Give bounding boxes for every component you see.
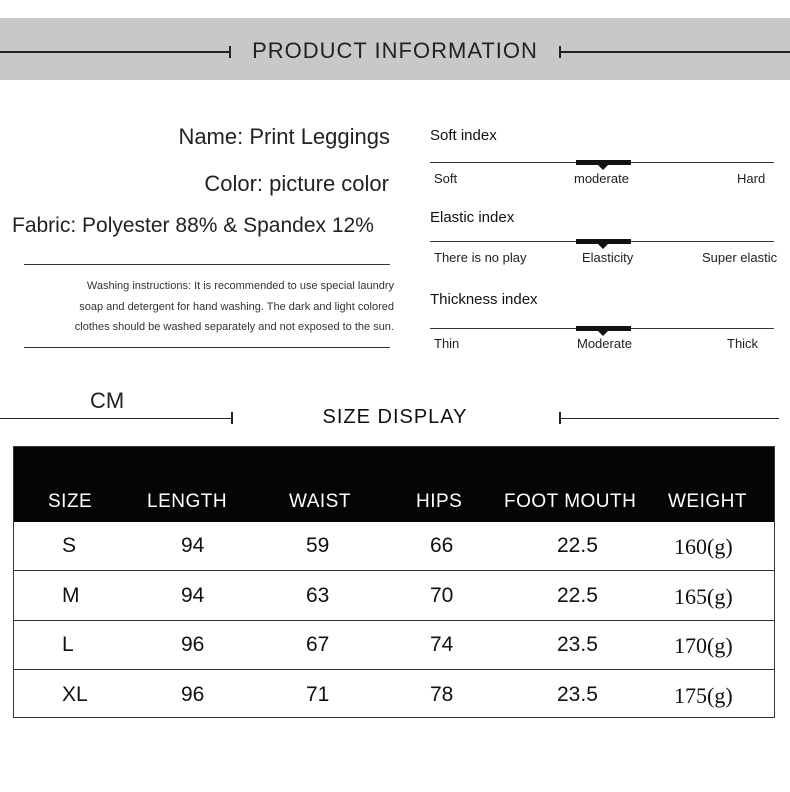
- cell-hips: 70: [430, 584, 454, 607]
- cell-length: 96: [181, 683, 205, 706]
- cell-hips: 74: [430, 633, 454, 656]
- header-title: PRODUCT INFORMATION: [252, 38, 538, 63]
- cell-foot-mouth: 22.5: [557, 584, 598, 607]
- thickness-index-right-label: Thick: [727, 336, 759, 351]
- row-divider: [13, 669, 775, 670]
- thickness-index-title: Thickness index: [430, 291, 538, 308]
- cell-size: XL: [62, 683, 88, 706]
- cell-foot-mouth: 22.5: [557, 534, 598, 557]
- product-name: Name: Print Leggings: [178, 124, 390, 149]
- size-unit: CM: [90, 388, 125, 413]
- row-divider: [13, 620, 775, 621]
- header-waist: WAIST: [289, 491, 351, 512]
- cell-waist: 59: [306, 534, 330, 557]
- soft-index-left-label: Soft: [434, 171, 458, 186]
- washing-instructions: [28, 276, 394, 338]
- header-weight: WEIGHT: [668, 491, 747, 512]
- header-size: SIZE: [48, 491, 93, 512]
- washing-line-2: soap and detergent for hand washing. The dark and light colored: [79, 300, 394, 313]
- cell-length: 94: [181, 584, 205, 607]
- size-table: [13, 446, 775, 718]
- product-fabric: Fabric: Polyester 88% & Spandex 12%: [12, 214, 374, 237]
- header-hips: HIPS: [416, 491, 463, 512]
- soft-index-right-label: Hard: [737, 171, 766, 186]
- thickness-index-mid-label: Moderate: [577, 336, 632, 351]
- washing-rule-bottom: [24, 347, 390, 348]
- washing-line-1: Washing instructions: It is recommended to use special laundry: [86, 280, 394, 292]
- cell-weight: 160(g): [674, 534, 733, 559]
- cell-foot-mouth: 23.5: [557, 683, 598, 706]
- cell-length: 96: [181, 633, 205, 656]
- soft-index-mid-label: moderate: [574, 171, 629, 186]
- cell-hips: 78: [430, 683, 454, 706]
- elastic-index-mid-label: Elasticity: [582, 250, 634, 265]
- cell-hips: 66: [430, 534, 454, 557]
- soft-index-pointer-icon: [598, 165, 608, 170]
- cell-waist: 71: [306, 683, 330, 706]
- cell-weight: 175(g): [674, 683, 733, 708]
- cell-weight: 165(g): [674, 584, 733, 609]
- cell-length: 94: [181, 534, 205, 557]
- elastic-index-left-label: There is no play: [434, 250, 527, 265]
- soft-index-title: Soft index: [430, 127, 497, 144]
- cell-size: M: [62, 584, 80, 607]
- product-color: Color: picture color: [204, 171, 389, 196]
- elastic-index-right-label: Super elastic: [702, 250, 778, 265]
- cell-foot-mouth: 23.5: [557, 633, 598, 656]
- cell-weight: 170(g): [674, 633, 733, 658]
- size-display-title: SIZE DISPLAY: [322, 406, 468, 428]
- cell-size: L: [62, 633, 74, 656]
- cell-waist: 63: [306, 584, 330, 607]
- elastic-index-pointer-icon: [598, 244, 608, 249]
- thickness-index-left-label: Thin: [434, 336, 460, 351]
- cell-waist: 67: [306, 633, 330, 656]
- header-foot-mouth: FOOT MOUTH: [504, 491, 637, 512]
- header-length: LENGTH: [147, 491, 228, 512]
- washing-rule-top: [24, 264, 390, 265]
- row-divider: [13, 570, 775, 571]
- cell-size: S: [62, 534, 77, 557]
- elastic-index-title: Elastic index: [430, 209, 515, 226]
- washing-line-3: clothes should be washed separately and not exposed to the sun.: [74, 321, 394, 333]
